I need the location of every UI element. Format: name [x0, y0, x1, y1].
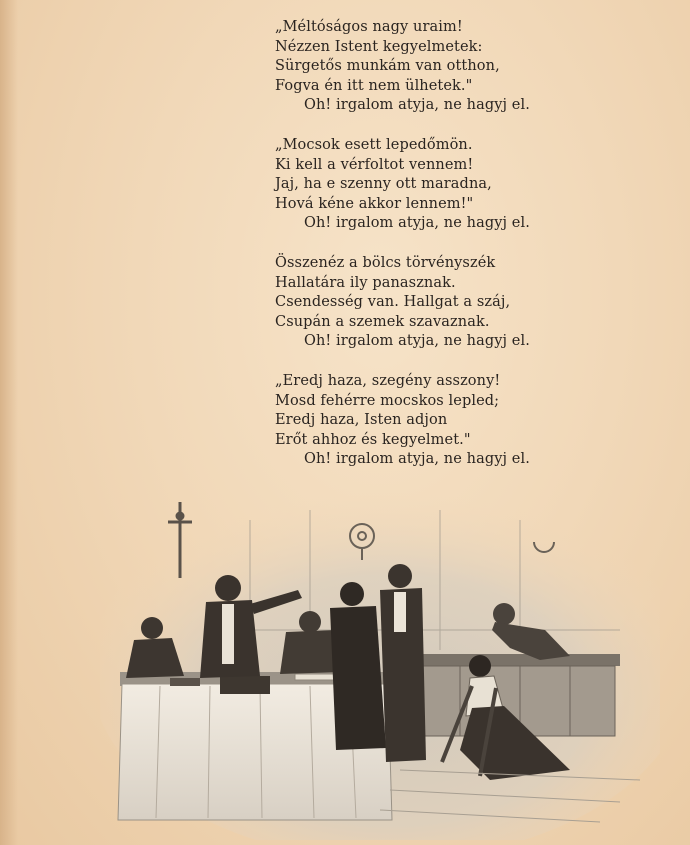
judge-standing-right: [380, 564, 426, 762]
refrain-line: Oh! irgalom atyja, ne hagyj el.: [304, 451, 530, 468]
refrain-line: Oh! irgalom atyja, ne hagyj el.: [304, 333, 530, 350]
stanza: [275, 254, 635, 352]
poem-line: Csendesség van. Hallgat a száj,: [275, 294, 511, 311]
poem: [275, 18, 635, 490]
poem-line: Sürgetős munkám van otthon,: [275, 58, 500, 75]
poem-line: Ki kell a vérfoltot vennem!: [275, 156, 474, 173]
poem-line: „Eredj haza, szegény asszony!: [275, 372, 501, 389]
stanza: [275, 136, 635, 234]
poem-line: Hová kéne akkor lennem!": [275, 195, 474, 212]
poem-line: „Méltóságos nagy uraim!: [275, 19, 463, 35]
poem-line: Erőt ahhoz és kegyelmet.": [275, 431, 471, 448]
stanza: [275, 18, 635, 116]
refrain-line: Oh! irgalom atyja, ne hagyj el.: [304, 97, 530, 114]
page-binding-edge: [0, 0, 18, 845]
stanza: [275, 372, 635, 470]
poem-line: Eredj haza, Isten adjon: [275, 412, 448, 429]
poem-line: Mosd fehérre mocskos lepled;: [275, 392, 500, 409]
poem-line: Fogva én itt nem ülhetek.": [275, 77, 473, 94]
poem-line: „Mocsok esett lepedőmön.: [275, 136, 473, 153]
courtroom-illustration: [100, 480, 660, 840]
poem-line: Nézzen Istent kegyelmetek:: [275, 38, 483, 55]
poem-line: Összenéz a bölcs törvényszék: [275, 254, 496, 271]
refrain-line: Oh! irgalom atyja, ne hagyj el.: [304, 215, 530, 232]
poem-line: Hallatára ily panasznak.: [275, 274, 456, 291]
poem-line: Jaj, ha e szenny ott maradna,: [275, 176, 492, 193]
poem-line: Csupán a szemek szavaznak.: [275, 313, 490, 330]
